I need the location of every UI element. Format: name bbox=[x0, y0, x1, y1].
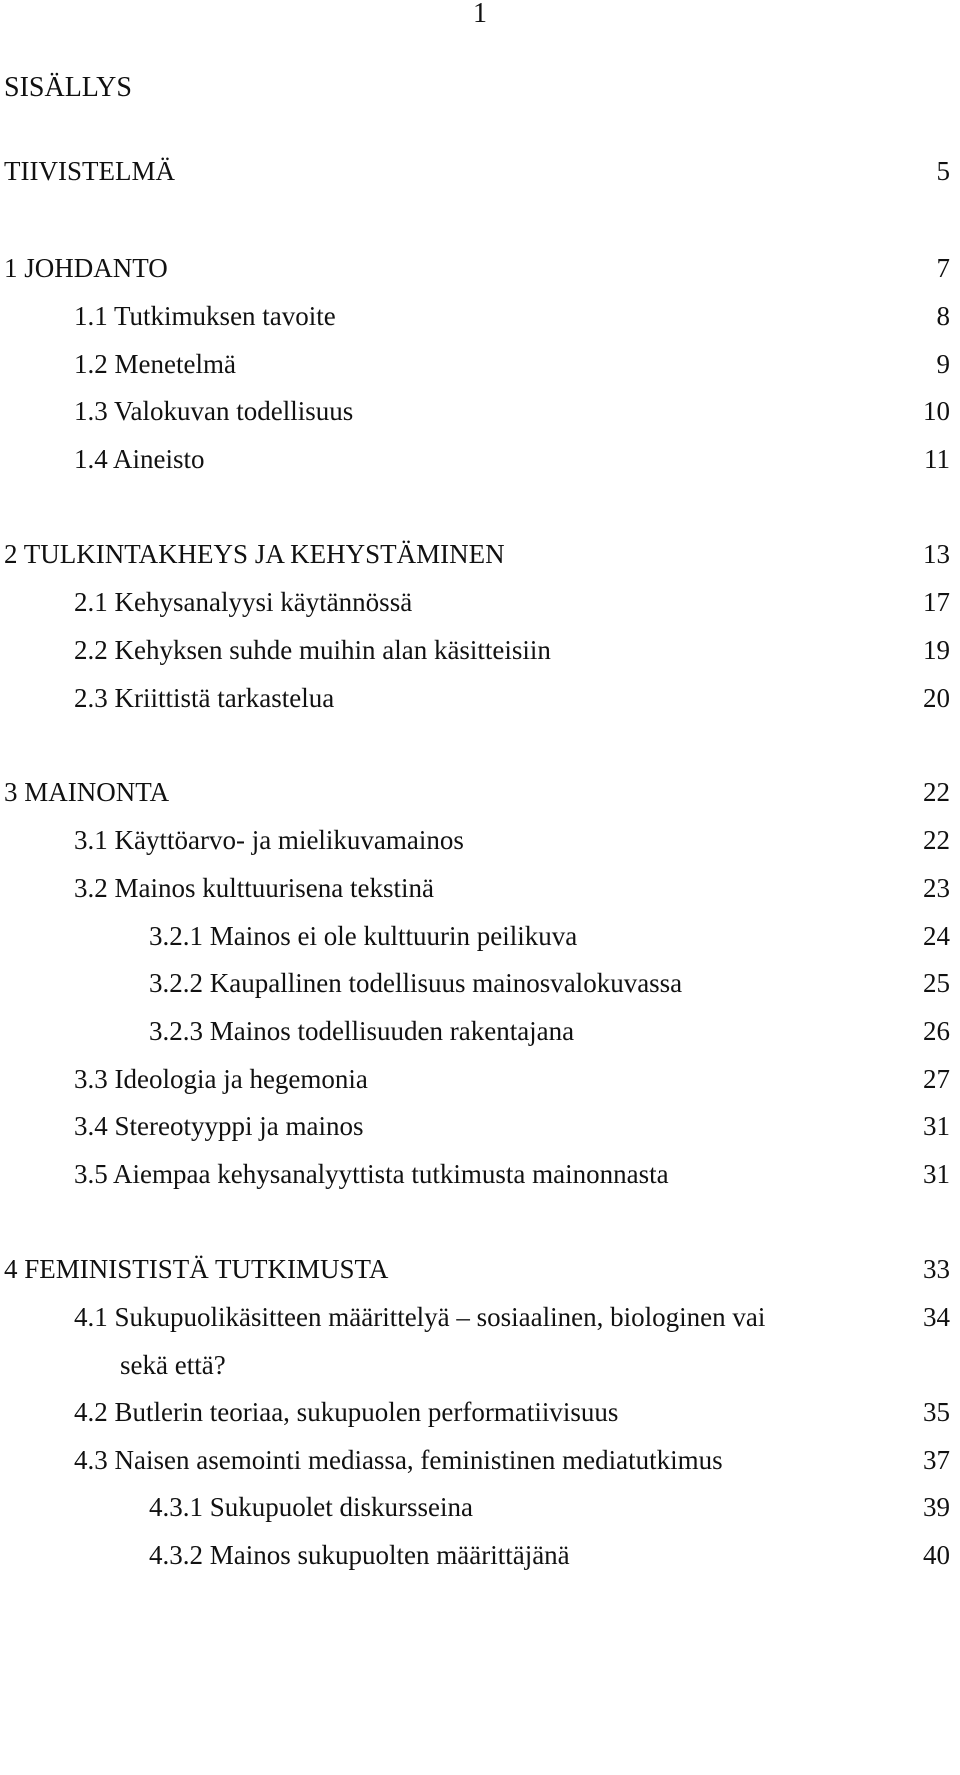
toc-entry-label: 4.1 Sukupuolikäsitteen määrittelyä – sosiaalinen, biologinen vai bbox=[74, 1302, 766, 1332]
toc-entry-page: 20 bbox=[923, 683, 950, 713]
toc-entry-label: 4.3.1 Sukupuolet diskursseina bbox=[149, 1492, 473, 1522]
toc-entry-page: 24 bbox=[923, 921, 950, 951]
toc-entry-label: 1.2 Menetelmä bbox=[74, 349, 236, 379]
toc-entry[interactable] bbox=[4, 155, 950, 187]
toc-entry-label: 4.3.2 Mainos sukupuolten määrittäjänä bbox=[149, 1540, 570, 1570]
toc-entry[interactable] bbox=[4, 300, 950, 332]
toc-entry-label: 3.3 Ideologia ja hegemonia bbox=[74, 1064, 368, 1094]
toc-entry-label: 3.2 Mainos kulttuurisena tekstinä bbox=[74, 873, 434, 903]
toc-entry-label: 3.5 Aiempaa kehysanalyyttista tutkimusta mainonnasta bbox=[74, 1159, 669, 1189]
toc-entry-page: 13 bbox=[923, 539, 950, 569]
toc-entry-page: 19 bbox=[923, 635, 950, 665]
toc-entry-label: 2.1 Kehysanalyysi käytännössä bbox=[74, 587, 413, 617]
toc-entry-page: 5 bbox=[936, 156, 950, 186]
toc-entry-label: 3.2.1 Mainos ei ole kulttuurin peilikuva bbox=[149, 921, 578, 951]
toc-entry-label: 4.3 Naisen asemointi mediassa, feministinen mediatutkimus bbox=[74, 1445, 723, 1475]
toc-entry-page: 27 bbox=[923, 1064, 950, 1094]
toc-entry-page: 22 bbox=[923, 825, 950, 855]
toc-entry[interactable] bbox=[4, 443, 950, 475]
toc-entry-page: 26 bbox=[923, 1016, 950, 1046]
toc-entry[interactable] bbox=[4, 920, 950, 952]
toc-entry-page: 31 bbox=[923, 1111, 950, 1141]
toc-entry-page: 17 bbox=[923, 587, 950, 617]
toc-entry-label: 4 FEMINISTISTÄ TUTKIMUSTA bbox=[4, 1254, 389, 1284]
toc-entry-label: 1.4 Aineisto bbox=[74, 444, 205, 474]
toc-entry-page: 23 bbox=[923, 873, 950, 903]
toc-entry-page: 11 bbox=[924, 444, 950, 474]
toc-entry[interactable] bbox=[4, 1301, 950, 1333]
toc-entry[interactable] bbox=[4, 1158, 950, 1190]
toc-entry[interactable] bbox=[4, 1253, 950, 1285]
toc-entry[interactable] bbox=[4, 634, 950, 666]
toc-entry-label: 1.3 Valokuvan todellisuus bbox=[74, 396, 354, 426]
toc-entry[interactable] bbox=[4, 1491, 950, 1523]
toc-entry-page: 31 bbox=[923, 1159, 950, 1189]
toc-entry[interactable] bbox=[4, 682, 950, 714]
toc-entry-label: 4.2 Butlerin teoriaa, sukupuolen performatiivisuus bbox=[74, 1397, 619, 1427]
toc-entry-page: 33 bbox=[923, 1254, 950, 1284]
toc-entry[interactable] bbox=[4, 776, 950, 808]
toc-entry-label: 3.2.3 Mainos todellisuuden rakentajana bbox=[149, 1016, 575, 1046]
toc-entry-label: 3.2.2 Kaupallinen todellisuus mainosvalokuvassa bbox=[149, 968, 683, 998]
toc-entry-label: 1.1 Tutkimuksen tavoite bbox=[74, 301, 336, 331]
toc-entry[interactable] bbox=[4, 967, 950, 999]
toc-entry[interactable] bbox=[4, 395, 950, 427]
toc-entry-page: 10 bbox=[923, 396, 950, 426]
toc-entry[interactable] bbox=[4, 824, 950, 856]
toc-heading: SISÄLLYS bbox=[4, 72, 132, 103]
toc-entry[interactable] bbox=[4, 586, 950, 618]
toc-entry[interactable] bbox=[4, 1063, 950, 1095]
toc-entry-page: 7 bbox=[936, 253, 950, 283]
toc-entry-label: 2.2 Kehyksen suhde muihin alan käsitteisiin bbox=[74, 635, 551, 665]
toc-entry-page: 8 bbox=[936, 301, 950, 331]
toc-entry-label-continuation: sekä että? bbox=[120, 1350, 226, 1380]
toc-entry[interactable] bbox=[4, 348, 950, 380]
toc-entry[interactable] bbox=[4, 872, 950, 904]
toc-entry-page: 35 bbox=[923, 1397, 950, 1427]
toc-entry-label: 2 TULKINTAKHEYS JA KEHYSTÄMINEN bbox=[4, 539, 505, 569]
toc-entry-label: 1 JOHDANTO bbox=[4, 253, 168, 283]
toc-entry-label: 3.4 Stereotyyppi ja mainos bbox=[74, 1111, 364, 1141]
toc-entry[interactable] bbox=[4, 1444, 950, 1476]
toc-entry[interactable] bbox=[4, 1015, 950, 1047]
toc-entry[interactable] bbox=[4, 1110, 950, 1142]
toc-entry-page: 37 bbox=[923, 1445, 950, 1475]
toc-entry-page: 39 bbox=[923, 1492, 950, 1522]
toc-entry-label: 2.3 Kriittistä tarkastelua bbox=[74, 683, 335, 713]
toc-entry-label: 3 MAINONTA bbox=[4, 777, 170, 807]
toc-entry[interactable] bbox=[4, 252, 950, 284]
toc-entry-page: 40 bbox=[923, 1540, 950, 1570]
toc-entry-page: 25 bbox=[923, 968, 950, 998]
toc-entry-page: 9 bbox=[936, 349, 950, 379]
toc-entry[interactable] bbox=[4, 1396, 950, 1428]
toc-entry[interactable] bbox=[4, 538, 950, 570]
toc-entry[interactable] bbox=[4, 1539, 950, 1571]
toc-entry-label: 3.1 Käyttöarvo- ja mielikuvamainos bbox=[74, 825, 464, 855]
toc-entry-label: TIIVISTELMÄ bbox=[4, 156, 175, 186]
page-number: 1 bbox=[473, 0, 487, 29]
toc-entry-page: 34 bbox=[923, 1302, 950, 1332]
toc-entry-page: 22 bbox=[923, 777, 950, 807]
